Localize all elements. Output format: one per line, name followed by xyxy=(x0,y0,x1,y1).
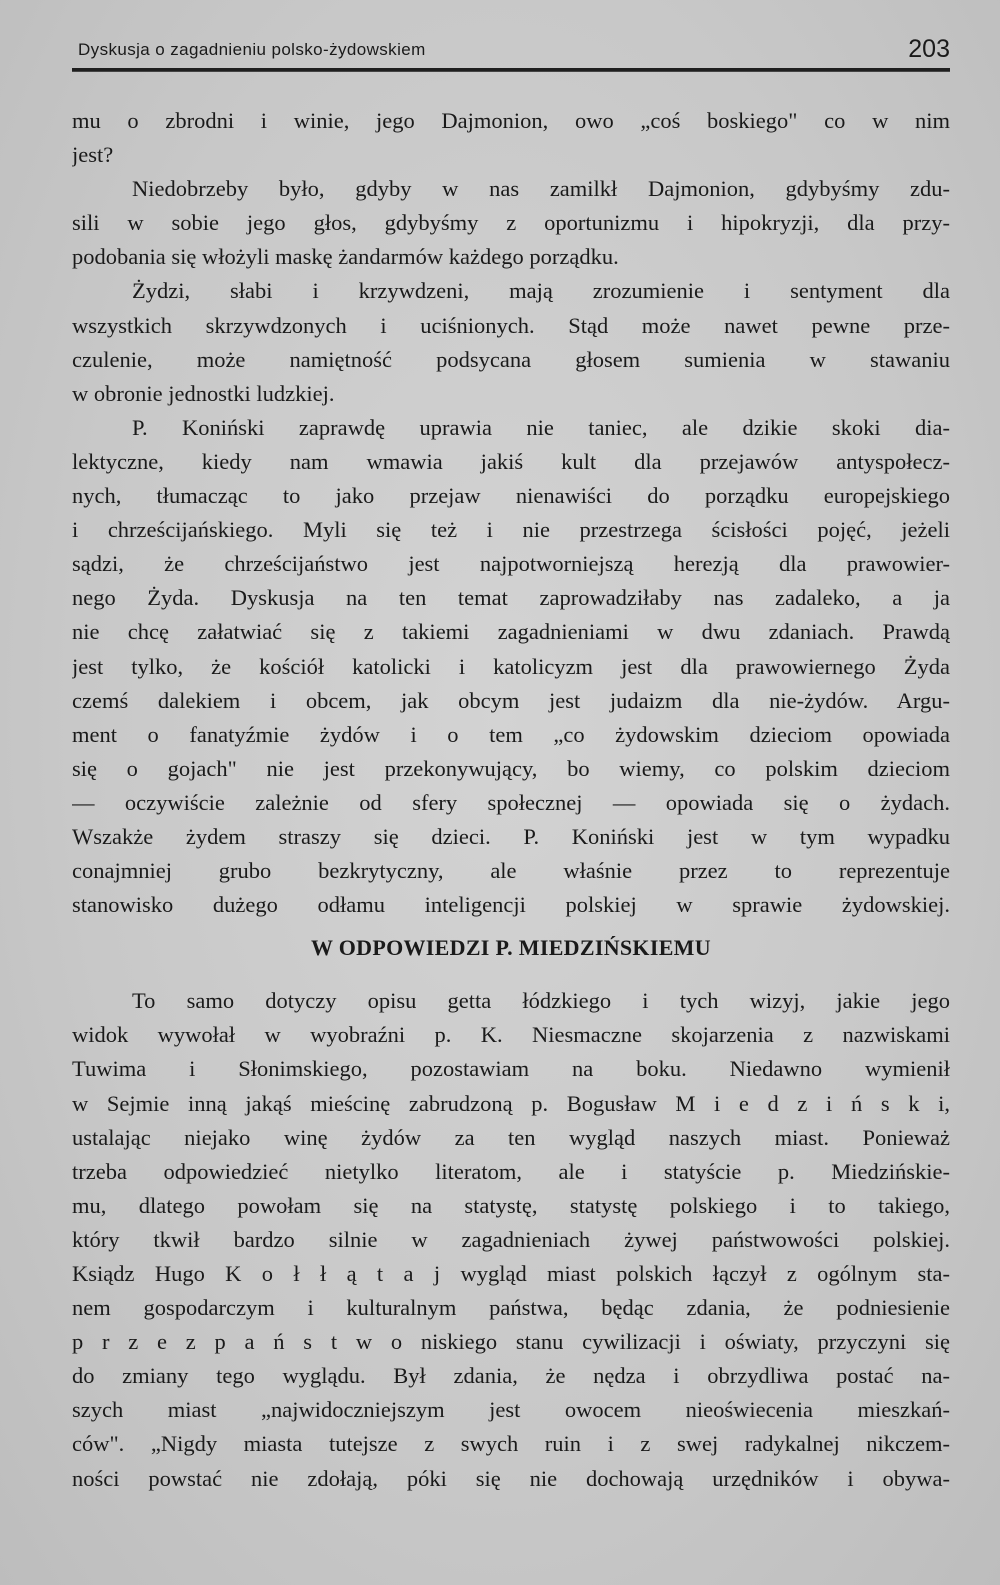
text-line: wszystkich skrzywdzonych i uciśnionych. Stąd może nawet pewne prze- xyxy=(72,312,950,338)
text-line: Ksiądz Hugo K o ł ł ą t a j wygląd miast polskich łączył z ogólnym sta- xyxy=(72,1261,950,1286)
text-line: szych miast „najwidoczniejszym jest owocem nieoświecenia mieszkań- xyxy=(72,1397,950,1423)
text-line: ment o fanatyźmie żydów i o tem „co żydowskim dzieciom opowiada xyxy=(72,721,950,747)
section-heading: W ODPOWIEDZI P. MIEDZIŃSKIEMU xyxy=(311,935,711,961)
text-line: czulenie, może namiętność podsycana głosem sumienia w stawaniu xyxy=(72,346,950,372)
text-line: podobania się włożyli maskę żandarmów każdego porządku. xyxy=(72,244,619,270)
page-header xyxy=(72,30,950,66)
text-line: To samo dotyczy opisu getta łódzkiego i tych wizyj, jakie jego xyxy=(132,988,950,1014)
running-title: Dyskusja o zagadnieniu polsko-żydowskiem xyxy=(78,40,426,59)
header-rule xyxy=(72,68,950,72)
text-line: Wszakże żydem straszy się dzieci. P. Koniński jest w tym wypadku xyxy=(72,823,950,849)
text-line: nie chcę załatwiać się z takiemi zagadnieniami w dwu zdaniach. Prawdą xyxy=(72,619,950,645)
text-line: sili w sobie jego głos, gdybyśmy z oportunizmu i hipokryzji, dla przy- xyxy=(72,210,950,236)
text-line: ności powstać nie zdołają, póki się nie dochowają urzędników i obywa- xyxy=(72,1465,950,1491)
text-line: czemś dalekiem i obcem, jak obcym jest judaizm dla nie-żydów. Argu- xyxy=(72,687,950,713)
text-line: do zmiany tego wyglądu. Był zdania, że nędza i obrzydliwa postać na- xyxy=(72,1363,950,1389)
text-line: mu, dlatego powołam się na statystę, statystę polskiego i to takiego, xyxy=(72,1192,950,1218)
text-line: conajmniej grubo bezkrytyczny, ale właśnie przez to reprezentuje xyxy=(72,858,950,884)
text-line: nego Żyda. Dyskusja na ten temat zaprowadziłaby nas zadaleko, a ja xyxy=(72,585,950,611)
text-line: Tuwima i Słonimskiego, pozostawiam na boku. Niedawno wymienił xyxy=(72,1056,950,1082)
text-line: widok wywołał w wyobraźni p. K. Niesmaczne skojarzenia z nazwiskami xyxy=(72,1022,950,1048)
text-line: ustalając niejako winę żydów za ten wygląd naszych miast. Ponieważ xyxy=(72,1124,950,1150)
text-line: nych, tłumacząc to jako przejaw nienawiści do porządku europejskiego xyxy=(72,483,950,509)
text-block-2 xyxy=(72,984,950,1495)
text-line: lektyczne, kiedy nam wmawia jakiś kult dla przejawów antyspołecz- xyxy=(72,448,950,474)
text-line: w obronie jednostki ludzkiej. xyxy=(72,380,335,406)
text-line: trzeba odpowiedzieć nietylko literatom, ale i statyście p. Miedzińskie- xyxy=(72,1158,950,1184)
text-line: się o gojach" nie jest przekonywujący, bo wiemy, co polskim dzieciom xyxy=(72,755,950,781)
text-line: ców". „Nigdy miasta tutejsze z swych ruin i z swej radykalnej nikczem- xyxy=(72,1431,950,1457)
text-line: p r z e z p a ń s t w o niskiego stanu cywilizacji i oświaty, przyczyni się xyxy=(72,1329,950,1355)
text-line: jest tylko, że kościół katolicki i katolicyzm jest dla prawowiernego Żyda xyxy=(72,653,950,679)
page-number: 203 xyxy=(908,35,950,63)
text-line: który tkwił bardzo silnie w zagadnieniach żywej państwowości polskiej. xyxy=(72,1226,950,1252)
text-line: Żydzi, słabi i krzywdzeni, mają zrozumienie i sentyment dla xyxy=(132,278,950,304)
text-block-1 xyxy=(72,104,950,922)
body-text xyxy=(72,104,950,1496)
text-line: i chrześcijańskiego. Myli się też i nie przestrzega ścisłości pojęć, jeżeli xyxy=(72,517,950,543)
text-line: nem gospodarczym i kulturalnym państwa, będąc zdania, że podniesienie xyxy=(72,1295,950,1321)
text-line: Niedobrzeby było, gdyby w nas zamilkł Dajmonion, gdybyśmy zdu- xyxy=(132,176,950,202)
text-line: — oczywiście zależnie od sfery społecznej — opowiada się o żydach. xyxy=(72,789,950,815)
text-line: stanowisko dużego odłamu inteligencji polskiej w sprawie żydowskiej. xyxy=(72,892,950,918)
text-line: mu o zbrodni i winie, jego Dajmonion, owo „coś boskiego" co w nim xyxy=(72,108,950,133)
text-line: sądzi, że chrześcijaństwo jest najpotworniejszą herezją dla prawowier- xyxy=(72,551,950,577)
text-line: jest? xyxy=(72,142,114,168)
text-line: P. Koniński zaprawdę uprawia nie taniec, ale dzikie skoki dia- xyxy=(132,414,950,440)
text-line: w Sejmie inną jakąś mieścinę zabrudzoną p. Bogusław M i e d z i ń s k i, xyxy=(72,1090,950,1116)
